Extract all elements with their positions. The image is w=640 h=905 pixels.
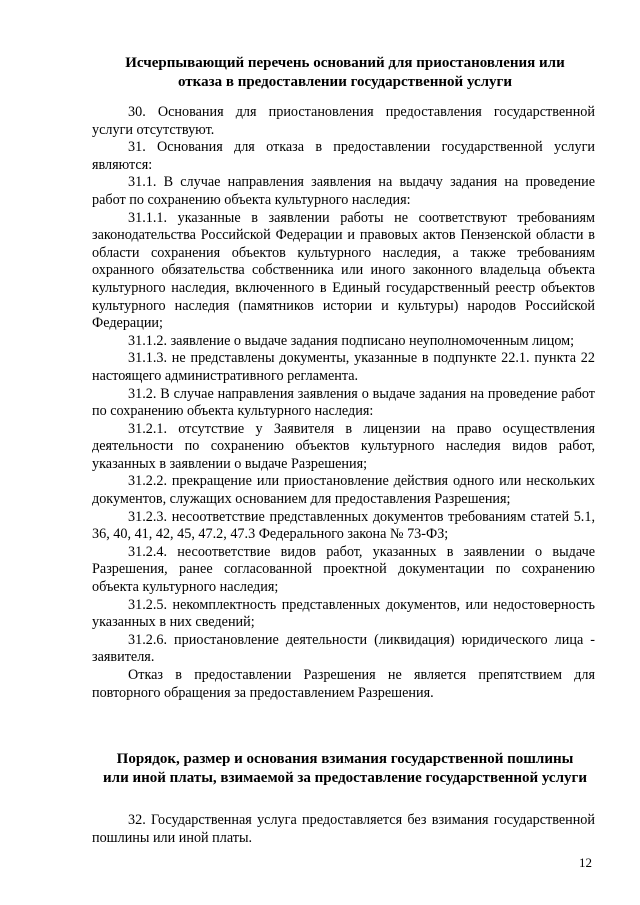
- section-heading-fees: [80, 750, 610, 788]
- paragraph-32: 32. Государственная услуга предоставляется без взимания государственной пошлины или иной платы.: [92, 812, 595, 846]
- paragraph-31-1-2: 31.1.2. заявление о выдаче задания подписано неуполномоченным лицом;: [128, 332, 575, 349]
- paragraph-31: 31. Основания для отказа в предоставлении государственной услуги являются:: [92, 139, 595, 173]
- paragraph-31-2: 31.2. В случае направления заявления о выдаче задания на проведение работ по сохранению объекта культурного наследия:: [92, 385, 595, 420]
- paragraph-31-1-3: 31.1.3. не представлены документы, указанные в подпункте 22.1. пункта 22 настоящего административного регламента.: [92, 350, 595, 384]
- heading-line: Порядок, размер и основания взимания государственной пошлины: [116, 751, 574, 767]
- paragraph-refusal-note: Отказ в предоставлении Разрешения не является препятствием для повторного обращения за предоставлением Разрешения.: [92, 667, 595, 701]
- paragraph-31-1: 31.1. В случае направления заявления на выдачу задания на проведение работ по сохранению объекта культурного наследия:: [92, 174, 595, 208]
- heading-line: отказа в предоставлении государственной услуги: [177, 74, 513, 90]
- section-body-fees: [92, 812, 595, 847]
- section-heading-suspension-refusal: [80, 54, 610, 92]
- paragraph-31-1-1: 31.1.1. указанные в заявлении работы не соответствуют требованиям законодательства Российской Федерации и правовых актов Пензенской области в области сохранения объектов культурного наследия, а также требованиям охранного обязательства собственника или иного законного владельца объекта культурного наследия, включенного в Единый государственный реестр объектов культурного наследия (памятников истории и культуры) народов Российской Федерации;: [92, 209, 595, 332]
- page-number: 12: [579, 855, 592, 870]
- paragraph-31-2-6: 31.2.6. приостановление деятельности (ликвидация) юридического лица - заявителя.: [92, 631, 595, 666]
- heading-line: или иной платы, взимаемой за предоставление государственной услуги: [103, 770, 587, 786]
- paragraph-31-2-5: 31.2.5. некомплектность представленных документов, или недостоверность указанных в них сведений;: [92, 596, 595, 631]
- section-body-suspension-refusal: [92, 104, 595, 702]
- paragraph-30: 30. Основания для приостановления предоставления государственной услуги отсутствуют.: [92, 104, 595, 138]
- paragraph-31-2-2: 31.2.2. прекращение или приостановление действия одного или нескольких документов, служащих основанием для предоставления Разрешения;: [92, 473, 595, 508]
- paragraph-31-2-1: 31.2.1. отсутствие у Заявителя в лицензии на право осуществления деятельности по сохранению объектов культурного наследия видов работ, указанных в заявлении о выдаче Разрешения;: [92, 420, 595, 472]
- paragraph-31-2-4: 31.2.4. несоответствие видов работ, указанных в заявлении о выдаче Разрешения, ранее согласованной проектной документации по сохранению объекта культурного наследия;: [92, 543, 595, 596]
- paragraph-31-2-3: 31.2.3. несоответствие представленных документов требованиям статей 5.1, 36, 40, 41, 42, 45, 47.2, 47.3 Федерального закона № 73-ФЗ;: [92, 508, 595, 543]
- heading-line: Исчерпывающий перечень оснований для приостановления или: [125, 55, 565, 71]
